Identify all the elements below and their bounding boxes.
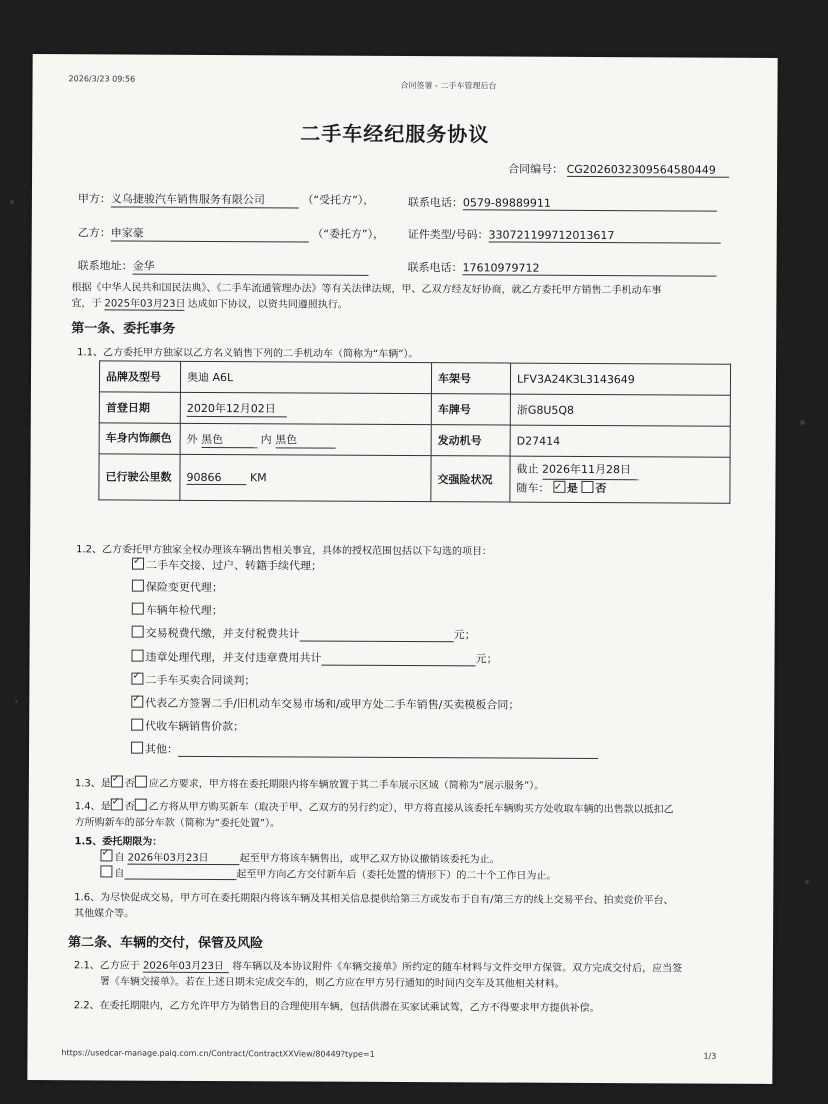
option-suffix: 元； xyxy=(453,628,476,642)
option-negotiation xyxy=(131,672,255,689)
background-speck xyxy=(800,420,805,425)
term-1-checkbox[interactable] xyxy=(100,849,112,861)
violation-amount-blank[interactable] xyxy=(321,665,475,667)
clause-1-1: 1.1、乙方委托甲方独家以乙方名义销售下列的二手机动车（简称为“车辆”）。 xyxy=(77,347,419,361)
option-label: 交易税费代缴，并支付税费共计 xyxy=(145,626,300,641)
vin-label: 车架号 xyxy=(431,363,510,394)
option-label: 其他： xyxy=(145,742,179,756)
mileage-value: 90866 xyxy=(186,470,246,484)
party-a-phone: 0579-89889911 xyxy=(463,196,717,211)
contract-number-value: CG2026032309564580449 xyxy=(567,163,729,178)
party-b-id-label: 证件类型/号码： xyxy=(407,228,489,242)
mileage-cell xyxy=(180,454,431,501)
clause-text: 应乙方要求，甲方将在委托期限内将车辆放置于其二手车展示区域（简称为“展示服务”）。 xyxy=(148,778,545,792)
mileage-label: 已行驶公里数 xyxy=(99,454,180,500)
party-b-address-row xyxy=(78,257,369,276)
party-b-phone-row xyxy=(408,259,717,277)
vin-value: LFV3A24K3L3143649 xyxy=(510,363,730,395)
option-label: 车辆年检代理； xyxy=(145,603,223,618)
clause-1-4 xyxy=(75,797,674,815)
page-number: 1/3 xyxy=(703,1051,717,1061)
option-inspection xyxy=(132,602,223,618)
clause-1-4-line-2: 方所购新车的部分车款（简称为“委托处置”）。 xyxy=(74,817,281,830)
option-label: 二手车交接、过户、转籍手续代理； xyxy=(145,558,323,573)
with-car-yes-checkbox[interactable] xyxy=(553,481,565,493)
option-checkbox[interactable] xyxy=(131,673,143,685)
first-reg-label: 首登日期 xyxy=(99,392,180,423)
party-a-name: 义乌捷骏汽车销售服务有限公司 xyxy=(111,190,299,208)
clause-1-6: 1.6、为尽快促成交易，甲方可在委托期限内将该车辆及其相关信息提供给第三方或发布于自有/第三方的线上交易平台、拍卖竞价平台、 xyxy=(74,892,674,907)
clause-prefix: 1.4、是 xyxy=(74,801,111,813)
with-car-yes-label: 是 xyxy=(566,481,578,495)
party-b-phone: 17610979712 xyxy=(463,261,717,276)
party-b-id-number: 330721199712013617 xyxy=(488,228,720,243)
party-b-label: 乙方： xyxy=(77,226,111,240)
c14-yes-checkbox[interactable] xyxy=(111,798,123,810)
table-row xyxy=(99,361,730,395)
option-checkbox[interactable] xyxy=(132,650,144,662)
section-1-title: 第一条、委托事务 xyxy=(71,321,176,337)
clause-1-6-line-2: 其他媒介等。 xyxy=(74,908,135,920)
term-from-label: 自 xyxy=(114,852,125,864)
party-a-role: （“受托方”）， xyxy=(302,193,375,207)
with-car-no-label: 否 xyxy=(595,482,607,496)
clause-text: 将车辆以及本协议附件《车辆交接单》所约定的随车材料与文件交甲方保管。双方完成交付后，应当签 xyxy=(232,961,683,975)
option-checkbox[interactable] xyxy=(132,626,144,638)
page-url[interactable]: https://usedcar-manage.paiq.com.cn/Contract/ContractXXView/80449?type=1 xyxy=(61,1048,375,1059)
term-text: 起至甲方向乙方交付新车后（委托处置的情形下）的二十个工作日为止。 xyxy=(236,869,557,882)
insurance-until-label: 截止 xyxy=(516,462,539,476)
party-a-phone-row xyxy=(408,194,717,212)
exterior-label: 外 xyxy=(186,432,198,446)
engine-label: 发动机号 xyxy=(431,425,510,456)
table-row xyxy=(99,423,730,457)
brand-label: 品牌及型号 xyxy=(99,361,180,392)
option-checkbox[interactable] xyxy=(131,719,143,731)
option-insurance xyxy=(132,579,223,595)
clause-text: 2.1、乙方应于 xyxy=(73,960,140,972)
c14-no-checkbox[interactable] xyxy=(135,799,147,811)
clause-prefix: 1.3、是 xyxy=(74,778,111,790)
interior-label: 内 xyxy=(260,432,272,446)
party-a-phone-label: 联系电话： xyxy=(407,196,463,210)
first-reg-value: 2020年12月02日 xyxy=(187,399,287,417)
tax-amount-blank[interactable] xyxy=(300,640,454,642)
intro-line-2 xyxy=(71,294,347,311)
plate-label: 车牌号 xyxy=(431,394,510,425)
option-label: 代收车辆销售价款； xyxy=(145,719,245,734)
option-label: 保险变更代理； xyxy=(145,580,223,595)
option-suffix: 元； xyxy=(475,652,498,666)
option-tax xyxy=(132,625,476,643)
table-row xyxy=(99,392,730,426)
term-2-checkbox[interactable] xyxy=(100,865,112,877)
document-title: 二手车经纪服务协议 xyxy=(300,121,490,147)
background-speck xyxy=(805,880,809,884)
insurance-until-date: 2026年11月28日 xyxy=(542,461,638,481)
party-b-phone-label: 联系电话： xyxy=(407,261,463,275)
option-violation xyxy=(131,649,497,667)
option-label: 二手车买卖合同谈判； xyxy=(145,673,256,688)
background-speck xyxy=(15,700,18,703)
first-reg-cell xyxy=(180,392,431,424)
option-collect-payment xyxy=(131,718,244,735)
contract-page xyxy=(27,54,777,1084)
insurance-label: 交强险状况 xyxy=(431,456,510,502)
vehicle-info-table xyxy=(98,360,731,503)
section-2-title: 第二条、车辆的交付，保管及风险 xyxy=(67,935,264,952)
clause-text: 乙方将从甲方购买新车（取决于甲、乙双方的另行约定），甲方将直接从该委托车辆购买方处收取车辆的出售款以抵扣乙 xyxy=(148,801,674,816)
clause-2-1-line-2: 署《车辆交接单》。若在上述日期未完成交车的，则乙方应在甲方另行通知的时间内交车及其他相关材料。 xyxy=(99,976,565,990)
party-b-name: 申家豪 xyxy=(111,224,309,242)
engine-value: D27414 xyxy=(510,425,730,457)
c13-yes-checkbox[interactable] xyxy=(111,775,123,787)
party-b-row xyxy=(78,224,384,243)
contract-number-label: 合同编号： xyxy=(508,162,564,176)
other-blank[interactable] xyxy=(178,756,598,759)
plate-value: 浙G8U5Q8 xyxy=(510,394,730,426)
term-text: 起至甲方将该车辆售出，或甲乙双方协议撤销该委托为止。 xyxy=(239,853,500,866)
color-label: 车身内饰颜色 xyxy=(99,423,180,454)
interior-color: 黑色 xyxy=(275,431,335,448)
exterior-color: 黑色 xyxy=(201,430,257,447)
option-checkbox[interactable] xyxy=(132,580,144,592)
option-label: 违章处理代理，并支付违章费用共计 xyxy=(145,650,322,665)
mileage-unit: KM xyxy=(249,470,267,484)
option-transfer xyxy=(132,557,322,574)
option-checkbox[interactable] xyxy=(131,696,143,708)
term-option-2 xyxy=(100,864,556,881)
brand-value: 奥迪 A6L xyxy=(180,361,431,393)
party-b-address-label: 联系地址： xyxy=(77,259,133,273)
option-checkbox[interactable] xyxy=(131,742,143,754)
clause-2-2: 2.2、在委托期限内，乙方允许甲方为销售目的合理使用车辆，包括供潜在买家试乘试驾，乙方不得要求甲方提供补偿。 xyxy=(73,1000,600,1015)
option-checkbox[interactable] xyxy=(132,603,144,615)
with-car-label: 随车： xyxy=(516,481,550,495)
intro-text: 达成如下协议，以资共同遵照执行。 xyxy=(187,298,348,311)
party-a-row xyxy=(78,190,374,209)
clause-no-label: 否 xyxy=(124,778,135,790)
option-other xyxy=(131,741,598,759)
term-start-date: 2026年03月23日 xyxy=(128,849,240,866)
party-b-role: （“委托方”）， xyxy=(312,227,385,241)
clause-no-label: 否 xyxy=(124,801,135,813)
c13-no-checkbox[interactable] xyxy=(135,776,147,788)
table-row xyxy=(99,454,730,503)
term-2-date-blank[interactable] xyxy=(124,867,236,881)
with-car-no-checkbox[interactable] xyxy=(581,481,593,493)
intro-line-1: 根据《中华人民共和国民法典》、《二手车流通管理办法》等有关法律法规，甲、乙双方经友好协商，就乙方委托甲方销售二手机动车事 xyxy=(71,282,662,297)
insurance-cell xyxy=(510,456,730,503)
color-cell xyxy=(180,423,431,455)
contract-number xyxy=(508,161,729,178)
agreement-date: 2025年03月23日 xyxy=(105,294,185,310)
print-page-title: 合同签署 - 二手车管理后台 xyxy=(400,80,497,91)
intro-text: 宜，于 xyxy=(71,298,102,310)
clause-1-5-title: 1.5、委托期限为： xyxy=(74,836,163,848)
clause-1-2: 1.2、乙方委托甲方独家全权办理该车辆出售相关事宜，具体的授权范围包括以下勾选的项目： xyxy=(76,544,493,558)
party-a-label: 甲方： xyxy=(77,192,111,206)
term-from-label: 自 xyxy=(114,868,125,880)
background-speck xyxy=(10,200,14,204)
print-datetime: 2026/3/23 09:56 xyxy=(68,74,136,84)
option-label: 代表乙方签署二手/旧机动车交易市场和/或甲方处二手车销售/买卖模板合同； xyxy=(145,696,520,712)
party-b-address: 金华 xyxy=(133,258,369,276)
option-checkbox[interactable] xyxy=(132,558,144,570)
party-b-id-row xyxy=(408,226,721,244)
option-sign-contract xyxy=(131,695,519,713)
delivery-date: 2026年03月23日 xyxy=(143,957,229,973)
clause-1-3 xyxy=(75,774,544,791)
